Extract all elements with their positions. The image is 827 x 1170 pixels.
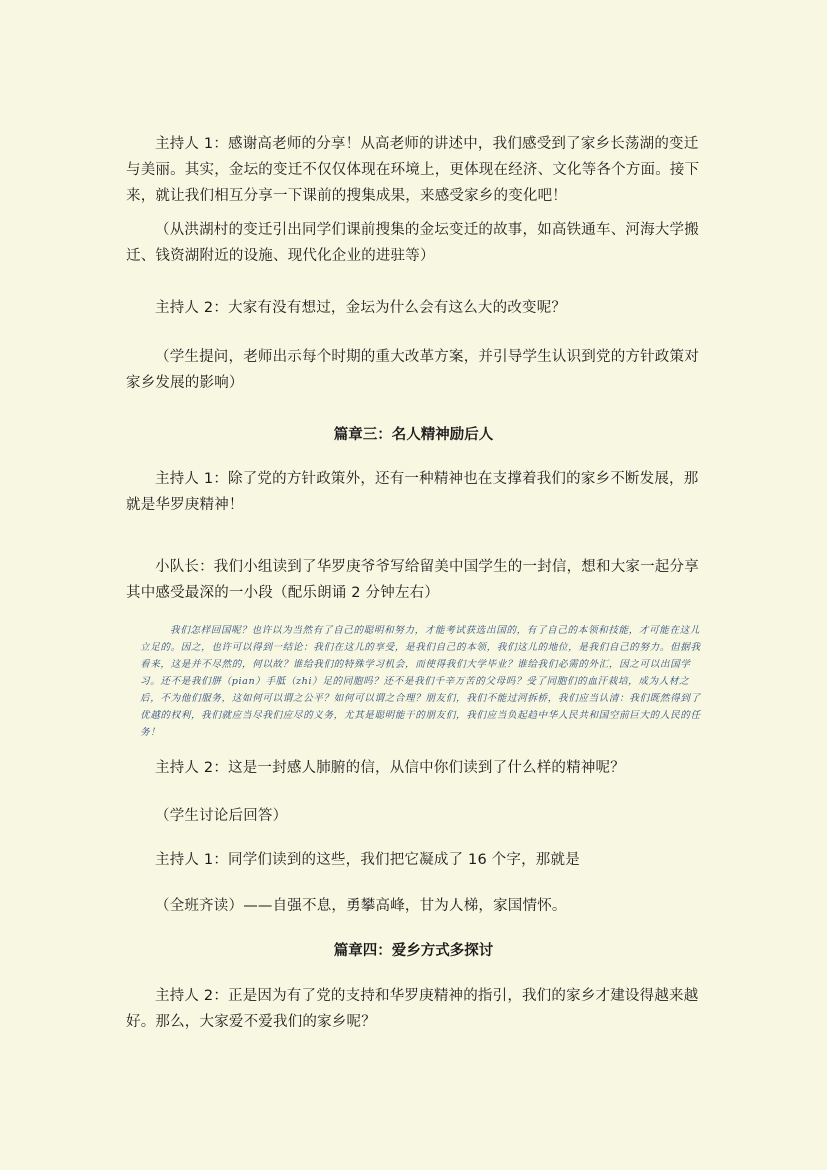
chapter-three-heading: 篇章三：名人精神励后人 — [333, 427, 494, 443]
hua-luogeng-letter-excerpt: 我们怎样回国呢？也许以为当然有了自己的聪明和努力，才能考试获选出国的，有了自己的本领和技能，才可能在这儿立足的。因之，也许可以得到一结论：我们在这儿的享受，是我们自己的本领，我们这儿的地位，是我们自己的努力。但据我看来，这是并不尽然的，何以故？谁给我们的特殊学习机会，而使得我们大学毕业？谁给我们必需的外汇，因之可以出国学习。还不是我们胼（pian）手胝（zhi）足的同胞吗？还不是我们千辛万苦的父母吗？受了同胞们的血汗栽培，成为人材之后，不为他们服务，这如何可以谓之公平？如何可以谓之合理？朋友们，我们不能过河拆桥，我们应当认清：我们既然得到了优越的权利，我们就应当尽我们应尽的义务，尤其是聪明能干的朋友们，我们应当负起趋中华人民共和国空前巨大的人民的任务！ — [140, 625, 701, 738]
stage-note-discussion: （学生讨论后回答） — [155, 808, 288, 824]
team-leader-paragraph: 小队长：我们小组读到了华罗庚爷爷写给留美中国学生的一封信，想和大家一起分享其中感受最深的一小段（配乐朗诵 2 分钟左右） — [126, 559, 699, 601]
class-recitation: （全班齐读）——自强不息，勇攀高峰，甘为人梯，家国情怀。 — [155, 898, 567, 914]
host1-thanks-paragraph: 主持人 1：感谢高老师的分享！从高老师的讲述中，我们感受到了家乡长荡湖的变迁与美丽。其实，金坛的变迁不仅仅体现在环境上，更体现在经济、文化等各个方面。接下来，就让我们相互分享一下课前的搜集成果，来感受家乡的变化吧！ — [126, 136, 700, 204]
host1-spirit-paragraph: 主持人 1：除了党的方针政策外，还有一种精神也在支撑着我们的家乡不断发展，那就是华罗庚精神！ — [126, 471, 699, 513]
host2-question-paragraph: 主持人 2：大家有没有想过，金坛为什么会有这么大的改变呢？ — [155, 300, 567, 316]
host2-letter-question: 主持人 2：这是一封感人肺腑的信，从信中你们读到了什么样的精神呢？ — [155, 760, 625, 776]
host2-love-hometown: 主持人 2：正是因为有了党的支持和华罗庚精神的指引，我们的家乡才建设得越来越好。那么，大家爱不爱我们的家乡呢？ — [126, 988, 699, 1030]
stage-note-changes: （从洪湖村的变迁引出同学们课前搜集的金坛变迁的故事，如高铁通车、河海大学搬迁、钱资湖附近的设施、现代化企业的进驻等） — [126, 222, 699, 264]
chapter-four-heading: 篇章四：爱乡方式多探讨 — [333, 943, 494, 959]
stage-note-policy: （学生提问，老师出示每个时期的重大改革方案，并引导学生认识到党的方针政策对家乡发展的影响） — [126, 349, 699, 391]
host1-sixteen-characters: 主持人 1：同学们读到的这些，我们把它凝成了 16 个字，那就是 — [155, 852, 580, 868]
